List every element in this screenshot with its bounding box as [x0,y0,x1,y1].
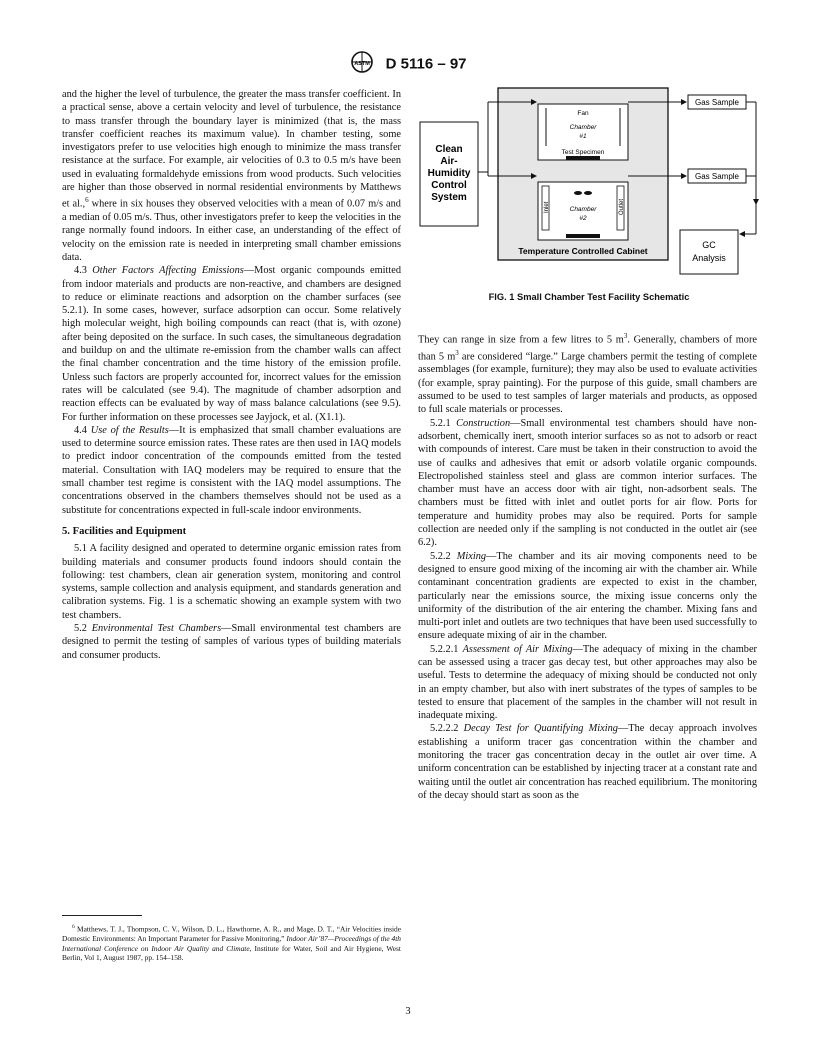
svg-text:Gas Sample: Gas Sample [694,98,740,107]
label-system: System [431,192,467,203]
right-column [418,330,757,802]
label-control: Control [431,180,467,191]
footnote-divider [62,915,142,916]
section-heading: 5. Facilities and Equipment [62,525,187,537]
paragraph: 4.3 Other Factors Affecting Emissions—Most organic compounds emitted from indoor materials and products are non-reactive, and chambers are designed to reduce or eliminate reactions and adsorption on the chamber surfaces (see 5.2.1). In some cases, however, surface adsorption can occur. Some relatively high molecular weight, high boiling compounds can react (that is, with ozone) after being deposited on the surface. In such cases, the simultaneous degradation and buildup on and the ultimate re-emission from the chamber walls can affect the final chamber concentration and the time history of the emission profile. Unless such factors are properly accounted for, incorrect values for the emission rates will be calculated (see 9.4). The magnitude of chamber adsorption and reaction effects can be evaluated by way of mass balance calculations (see 9.5). For further information on these processes see Jayjock, et al. (X1.1). [62,265,401,423]
svg-text:ASTM: ASTM [354,61,371,67]
paragraph: and the higher the level of turbulence, the greater the mass transfer coefficient. In a practical sense, above a certain velocity and level of turbulence, the resistance to mass transfer through the boundary layer is minimized (that is, the mass transfer coefficient reaches its maximum value). In chamber testing, some investigators prefer to use velocities high enough to minimize the mass transfer resistance at the surface. For example, air velocities of 0.3 to 0.5 m/s have been used in evaluating formaldehyde emissions from wood products. Such velocities are higher than those observed in normal residential environments by Matthews et al.,$^6$ where in six houses they observed velocities with a mean of 0.07 m/s and a median of 0.05 m/s. Thus, other investigators prefer to keep the velocities in the range normally found indoors. In either case, an understanding of the effect of velocity on the emission rate is needed in interpreting small chamber emissions data. [62,89,401,263]
fan-label: Fan [577,110,589,117]
test-specimen-label: Test Specimen [561,149,605,156]
svg-text:Gas Sample: Gas Sample [694,172,740,181]
svg-text:GC: GC [702,240,716,250]
paragraph: 5.1 A facility designed and operated to determine organic emission rates from building materials and consumer products found indoors should contain the following: test chambers, clean air generation system, monitoring and control systems, sample collection and analysis equipment, and standards generation and calibration systems. Fig. 1 is a schematic showing an example system with two test chambers. [62,543,401,621]
figure-caption: FIG. 1 Small Chamber Test Facility Schematic [488,292,690,302]
svg-text:#2: #2 [579,215,587,222]
label-clean: Clean [435,144,463,155]
paragraph: 4.4 Use of the Results—It is emphasized that small chamber evaluations are used to determine source emission rates. These rates are then used in IAQ models to predict indoor concentration of the compounds emitted from the tested material. Consultation with IAQ modelers may be required to ensure that the small chamber test regime is consistent with the IAQ model assumptions. The concentrations observed in the chambers themselves should not be used as a substitute for concentrations expected in full-scale indoor environments. [62,424,402,516]
figure-schematic [418,84,760,306]
fan-icon [574,191,582,195]
svg-text:Chamber: Chamber [569,124,597,131]
schematic-diagram [418,84,760,289]
left-column [62,88,401,662]
label-air: Air- [440,156,458,167]
paragraph: 5.2.2.1 Assessment of Air Mixing—The adequacy of mixing in the chamber can be assessed using a tracer gas decay test, but other approaches may also be useful. Tests to determine the adequacy of mixing should be conducted not only in an empty chamber, but also with inert substrates of the types of samples to be tested to ensure that placement of the samples in the chamber will not result in inadequate mixing. [418,643,757,722]
outlet-label: Outlet [619,198,625,215]
specimen-2 [566,234,600,238]
inlet-label: Inlet [544,201,550,213]
gc-analysis-box [680,230,738,274]
svg-text:Chamber: Chamber [569,206,597,213]
paragraph: 5.2.2 Mixing—The chamber and its air moving components need to be designed to ensure good mixing of the incoming air with the chamber air. While contaminant concentration gradients are expected to exist in the chamber, particularly near the emissions source, the mixing issue concerns only the uniformity of the distribution of the air entering the chamber. Mixing fans and multi-port inlet and outlets are two techniques that have been used successfully to ensure adequate mixing of air in the chamber. [418,550,757,642]
paragraph: 5.2.2.2 Decay Test for Quantifying Mixing—The decay approach involves establishing a uniform tracer gas concentration within the chamber and monitoring the tracer gas concentration decay in the outlet air over time. A uniform concentration can be established by injecting tracer at a constant rate and waiting until the outlet air concentration has reached equilibrium. The monitoring of the decay should start as soon as the [418,723,758,801]
footnote: $^6$ Matthews, T. J., Thompson, C. V., Wilson, D. L., Hawthorne, A. R., and Mage, D. T., “Air Velocities inside Domestic Environments: An Important Parameter for Passive Monitoring,” Indoor Air’87—Proceedings of the 4th International Conference on Indoor Air Quality and Climate, Institute for Water, Soil and Air Hygiene, West Berlin, Vol 1, August 1987, pp. 154–158. [62,924,401,963]
paragraph: 5.2 Environmental Test Chambers—Small environmental test chambers are designed to permit the testing of samples of various types of building materials and consumer products. [62,623,401,661]
page-header [0,51,816,77]
paragraph: 5.2.1 Construction—Small environmental test chambers should have non-adsorbent, chemically inert, smooth interior surfaces so as not to adsorb or react with compounds of interest. Care must be taken in their construction to avoid the use of caulks and adhesives that emit or adsorb volatile organic compounds. Electropolished stainless steel and glass are common interior surfaces. The chamber must have an access door with air tight, non-adsorbent seals. The chambers must be fitted with inlet and outlet ports for air flow. Ports for temperature and humidity probes may also be required. Ports for sample collection are needed only if the sampling is not conducted in the outlet air (see 6.2). [418,417,758,549]
astm-logo [349,51,375,77]
specimen-1 [566,156,600,160]
svg-text:Analysis: Analysis [692,253,726,263]
standard-designation: D 5116 – 97 [385,55,467,73]
svg-text:#1: #1 [579,133,587,140]
cabinet-label: Temperature Controlled Cabinet [518,246,648,256]
page-number: 3 [405,1006,411,1017]
label-humidity: Humidity [427,168,471,179]
paragraph: They can range in size from a few litres to 5 $m^3$. Generally, chambers of more than 5 $m^3$ are considered “large.” Large chambers permit the testing of complete assemblages (for example, furniture); they may also be used to evaluate activities (for example, spray painting). For the purpose of this guide, small chambers are assumed to be used to test samples of larger materials and products, as opposed to full scale materials or processes. [418,332,757,416]
